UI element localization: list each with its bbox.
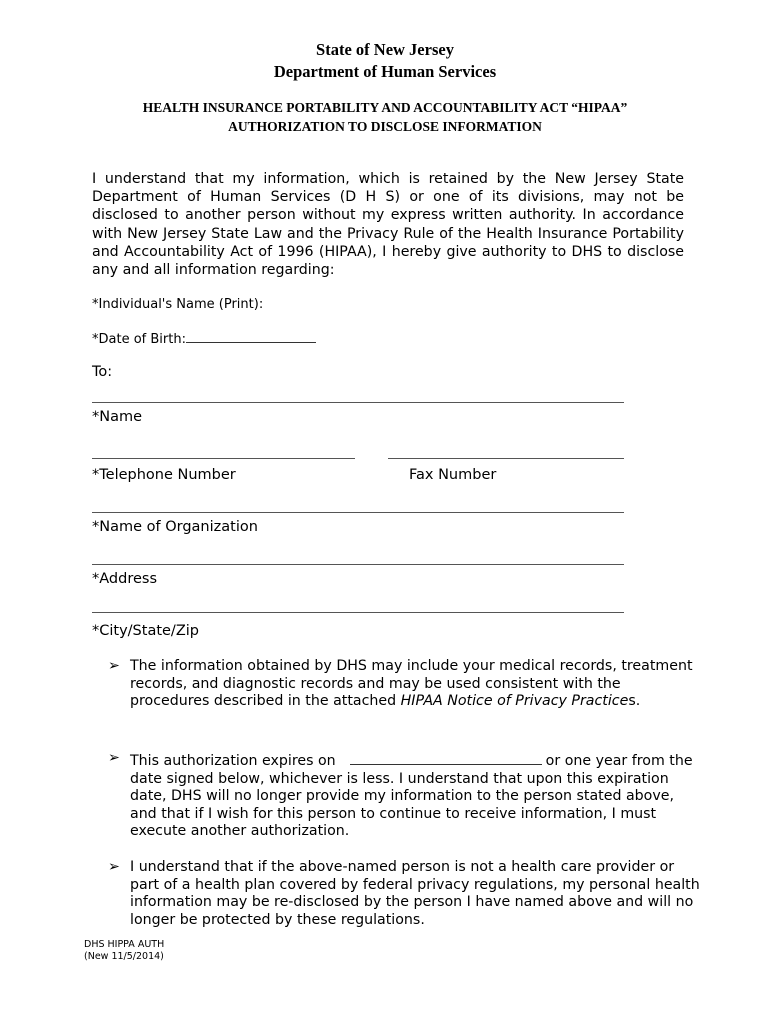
fax-label: Fax Number <box>409 467 497 483</box>
bullet-2-text <box>130 750 700 841</box>
intro-dhs-spaced: D H S <box>345 189 395 206</box>
footer-line-1: DHS HIPPA AUTH <box>84 939 165 950</box>
name-input-line[interactable] <box>92 402 624 403</box>
intro-part-1: I understand that my information, which is retained by the New Jersey State Department of Human Services ( <box>92 171 684 206</box>
arrow-bullet-icon: ➢ <box>108 859 120 875</box>
bullet-2-rest: or one year from the date signed below, whichever is less. I understand that upon this expiration date, DHS will no longer provide my information to the person stated above, and that if I wish for this person to continue to receive information, I must execute another authorization. <box>130 753 693 840</box>
intro-paragraph <box>92 170 684 279</box>
bullet-3-text: I understand that if the above-named person is not a health care provider or part of a health plan covered by federal privacy regulations, my personal health information may be re-disclosed by the person I have named above and will no longer be protected by these regulations. <box>130 859 700 928</box>
bullet-2-start: This authorization expires on <box>130 753 336 769</box>
intro-part-2: ) or one of its divisions, may not be disclosed to another person without my express written authority. In accordance with New Jersey State Law and the Privacy Rule of the Health Insurance Portability and Accountability Act of 1996 (HIPAA), I hereby give authority to DHS to disclose any and all information regarding: <box>92 189 685 279</box>
individual-name-label: *Individual's Name (Print): <box>92 297 264 312</box>
address-input-line[interactable] <box>92 564 624 565</box>
organization-label: *Name of Organization <box>92 519 258 535</box>
document-department-title: Department of Human Services <box>273 62 497 81</box>
organization-input-line[interactable] <box>92 512 624 513</box>
fax-input-line[interactable] <box>388 458 624 459</box>
date-of-birth-field[interactable] <box>92 330 316 347</box>
bullet-1-end: s. <box>628 693 641 710</box>
telephone-input-line[interactable] <box>92 458 355 459</box>
date-of-birth-label: *Date of Birth: <box>92 332 186 347</box>
date-of-birth-line[interactable] <box>186 330 316 343</box>
bullet-1-body: The information obtained by DHS may include your medical records, treatment records, and diagnostic records and may be used consistent with the procedures described in the attached <box>130 658 693 710</box>
footer-line-2: (New 11/5/2014) <box>84 950 164 962</box>
address-label: *Address <box>92 571 157 587</box>
expiration-date-input-line[interactable] <box>350 750 542 765</box>
form-title-line-1: HEALTH INSURANCE PORTABILITY AND ACCOUNTABILITY ACT “HIPAA” <box>142 100 628 115</box>
city-state-zip-label: *City/State/Zip <box>92 623 199 639</box>
arrow-bullet-icon: ➢ <box>108 750 120 766</box>
to-label: To: <box>92 364 113 380</box>
bullet-1-italic: HIPAA Notice of Privacy Practice <box>400 693 629 710</box>
footer-form-id <box>84 939 164 962</box>
telephone-label: *Telephone Number <box>92 467 236 483</box>
city-state-zip-input-line[interactable] <box>92 612 624 613</box>
form-title-line-2: AUTHORIZATION TO DISCLOSE INFORMATION <box>228 119 542 134</box>
bullet-1-text <box>130 658 700 711</box>
name-label: *Name <box>92 409 143 425</box>
document-state-title: State of New Jersey <box>316 40 454 59</box>
arrow-bullet-icon: ➢ <box>108 658 120 674</box>
